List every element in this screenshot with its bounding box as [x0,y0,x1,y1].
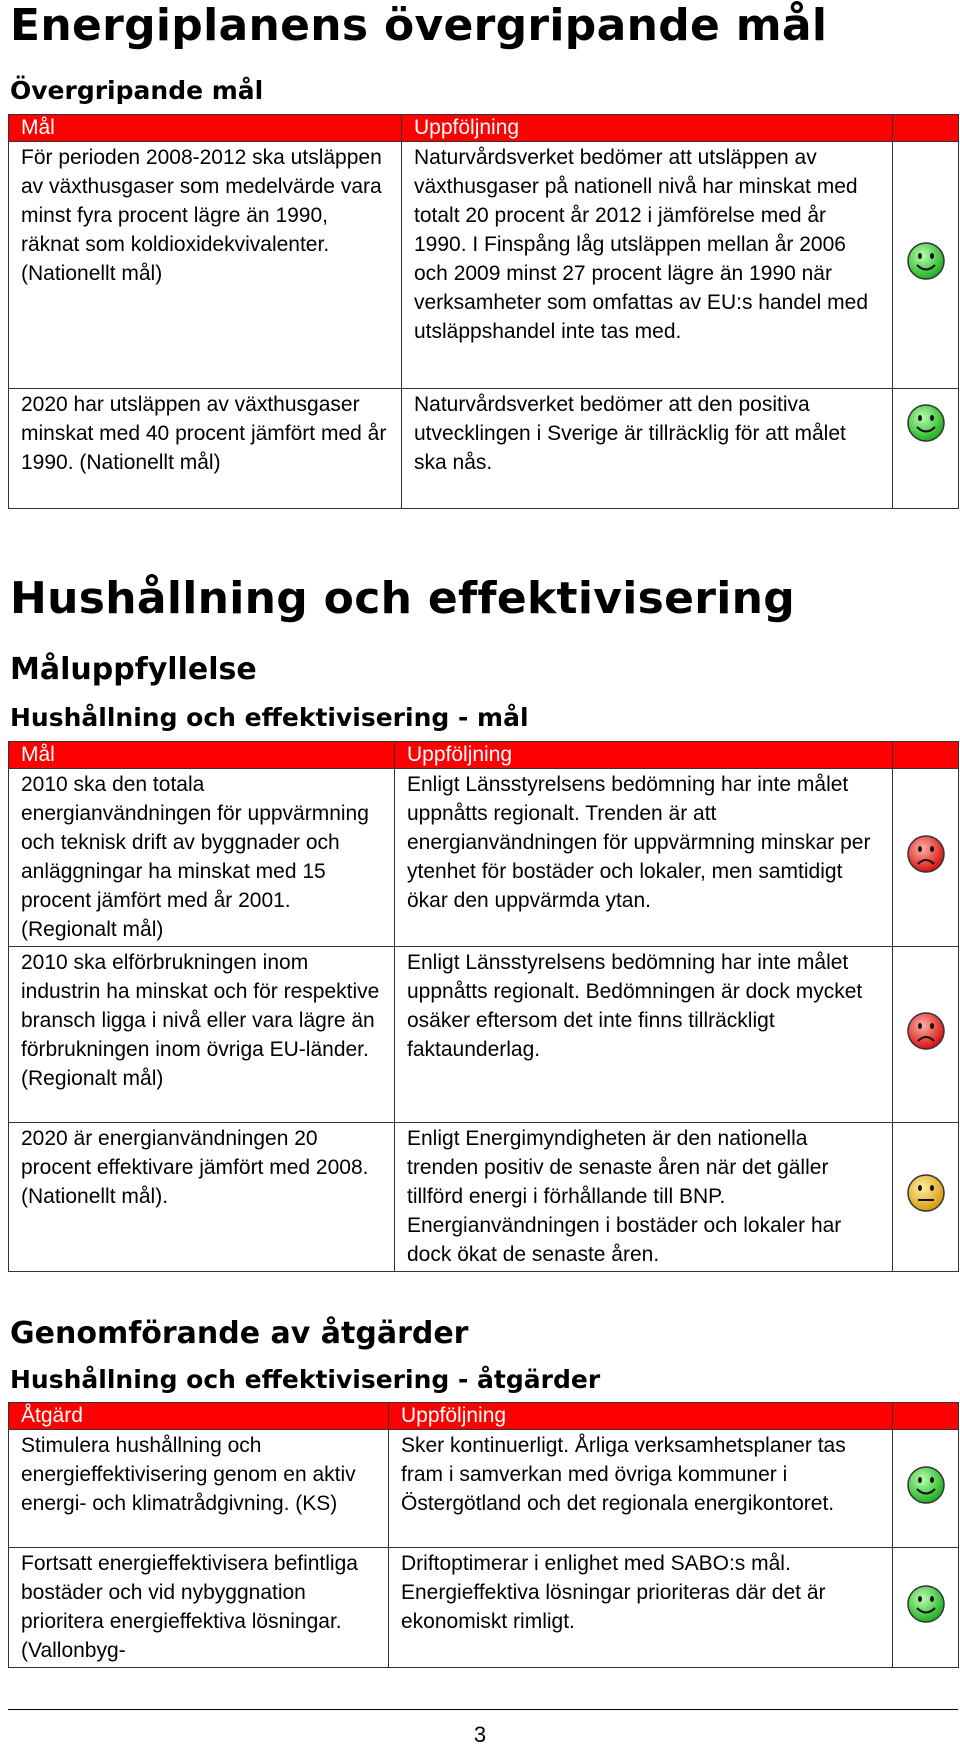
section-title: Hushållning och effektivisering [10,573,796,624]
status-cell [893,389,959,509]
table-row [9,389,959,509]
goal-cell: 2020 har utsläppen av växthusgaser minskat med 40 procent jämfört med år 1990. (Nationellt mål) [9,389,402,509]
header-followup: Uppföljning [395,742,893,769]
goal-cell: 2010 ska den totala energianvändningen för uppvärmning och teknisk drift av byggnader och anläggningar ha minskat med 15 procent jämfört med år 2001. (Regionalt mål) [9,769,395,947]
section-subtitle: Övergripande mål [10,76,264,105]
green-smiley-icon [906,1584,946,1624]
section-title: Genomförande av åtgärder [10,1316,469,1351]
followup-cell: Naturvårdsverket bedömer att utsläppen av växthusgaser på nationell nivå har minskat med totalt 20 procent år 2012 i jämförelse med år 1990. I Finspång låg utsläppen mellan år 2006 och 2009 minst 27 procent lägre än 1990 när verksamheter som omfattas av EU:s handel med utsläppshandel inte tas med. [402,142,893,389]
followup-cell: Enligt Länsstyrelsens bedömning har inte målet uppnåtts regionalt. Trenden är att energianvändningen för uppvärmning minskar per ytenhet för bostäder och lokaler, men samtidigt ökar den uppvärmda ytan. [395,769,893,947]
status-cell [893,769,959,947]
followup-cell: Enligt Energimyndigheten är den nationella trenden positiv de senaste åren när det gäller tillförd energi i förhållande till BNP. Energianvändningen i bostäder och lokaler har dock ökat de senaste åren. [395,1123,893,1272]
measure-cell: Fortsatt energieffektivisera befintliga bostäder och vid nybyggnation prioritera energieffektiva lösningar. (Vallonbyg- [9,1548,389,1668]
status-cell [893,1548,959,1668]
green-smiley-icon [906,403,946,443]
status-cell [893,1123,959,1272]
status-cell [893,947,959,1123]
header-status [893,115,959,142]
header-status [893,742,959,769]
goal-cell: 2010 ska elförbrukningen inom industrin ha minskat och för respektive bransch ligga i nivå eller vara lägre än förbrukningen inom övriga EU-länder. (Regionalt mål) [9,947,395,1123]
goal-cell: 2020 är energianvändningen 20 procent effektivare jämfört med 2008. (Nationellt mål). [9,1123,395,1272]
goal-cell: För perioden 2008-2012 ska utsläppen av växthusgaser som medelvärde vara minst fyra procent lägre än 1990, räknat som koldioxidekvivalenter. (Nationellt mål) [9,142,402,389]
measure-cell: Stimulera hushållning och energieffektivisering genom en aktiv energi- och klimatrådgivning. (KS) [9,1430,389,1548]
status-cell [893,1430,959,1548]
red-frowning-smiley-icon [906,834,946,874]
table-header [9,1403,959,1430]
table-row [9,1548,959,1668]
status-cell [893,142,959,389]
measures-table [8,1402,959,1668]
header-followup: Uppföljning [402,115,893,142]
overall-goals-table [8,114,959,509]
yellow-neutral-smiley-icon [906,1173,946,1213]
header-goal: Mål [9,742,395,769]
table-header [9,742,959,769]
table-row [9,769,959,947]
followup-cell: Driftoptimerar i enlighet med SABO:s mål. Energieffektiva lösningar prioriteras där det är ekonomiskt rimligt. [389,1548,893,1668]
green-smiley-icon [906,241,946,281]
header-goal: Mål [9,115,402,142]
table-row [9,1430,959,1548]
table-title: Hushållning och effektivisering - åtgärder [10,1365,601,1394]
red-frowning-smiley-icon [906,1011,946,1051]
footer-divider [8,1709,958,1710]
table-row [9,142,959,389]
page-number: 3 [473,1722,487,1747]
table-row [9,1123,959,1272]
page-title: Energiplanens övergripande mål [10,0,828,51]
goals-table [8,741,959,1272]
followup-cell: Sker kontinuerligt. Årliga verksamhetsplaner tas fram i samverkan med övriga kommuner i Östergötland och det regionala energikontoret. [389,1430,893,1548]
section-subtitle: Måluppfyllelse [10,652,257,687]
table-header [9,115,959,142]
followup-cell: Naturvårdsverket bedömer att den positiva utvecklingen i Sverige är tillräcklig för att målet ska nås. [402,389,893,509]
followup-cell: Enligt Länsstyrelsens bedömning har inte målet uppnåtts regionalt. Bedömningen är dock mycket osäker eftersom det inte finns tillräckligt faktaunderlag. [395,947,893,1123]
table-row [9,947,959,1123]
header-followup: Uppföljning [389,1403,893,1430]
table-title: Hushållning och effektivisering - mål [10,703,529,732]
green-smiley-icon [906,1465,946,1505]
header-measure: Åtgärd [9,1403,389,1430]
header-status [893,1403,959,1430]
